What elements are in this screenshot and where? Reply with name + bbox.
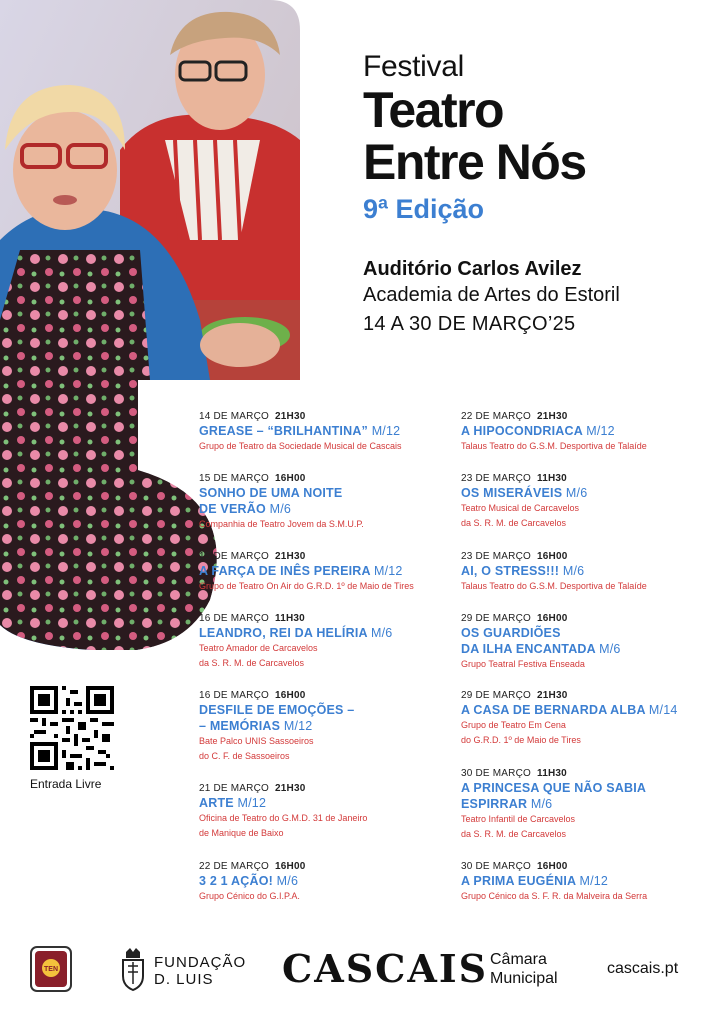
- event-title-cont: DE VERÃO: [199, 502, 266, 516]
- event-rating: M/6: [565, 486, 588, 500]
- event-group: Teatro Musical de Carcavelos: [461, 503, 580, 513]
- event-group-cont: do G.R.D. 1º de Maio de Tires: [461, 735, 581, 745]
- event-date: 30 DE MARÇO: [461, 861, 531, 872]
- event-item: [461, 767, 711, 842]
- event-title: SONHO DE UMA NOITE: [199, 486, 343, 500]
- event-group: Grupo Cénico do G.I.P.A.: [199, 891, 300, 901]
- event-rating: M/6: [269, 502, 292, 516]
- edition-label: 9ª Edição: [363, 194, 485, 224]
- event-group: Bate Palco UNIS Sassoeiros: [199, 736, 314, 746]
- event-time: 21H30: [275, 551, 306, 562]
- free-entry-label: Entrada Livre: [30, 777, 102, 791]
- fundacao-line-1: FUNDAÇÃO: [154, 954, 247, 971]
- event-date: 23 DE MARÇO: [461, 473, 531, 484]
- event-group: Companhia de Teatro Jovem da S.M.U.P.: [199, 519, 364, 529]
- event-rating: M/12: [586, 424, 615, 438]
- event-group-cont: da S. R. M. de Carcavelos: [461, 829, 567, 839]
- event-group: Grupo Cénico da S. F. R. da Malveira da Serra: [461, 891, 648, 901]
- event-rating: M/6: [370, 626, 393, 640]
- event-title: A FARÇA DE INÊS PEREIRA: [199, 564, 371, 578]
- camara-line-1: Câmara: [490, 951, 547, 968]
- event-item: [461, 550, 711, 594]
- event-time: 21H30: [537, 690, 568, 701]
- event-rating: M/12: [237, 796, 267, 810]
- event-group: Teatro Infantil de Carcavelos: [461, 814, 576, 824]
- event-rating: M/12: [283, 719, 313, 733]
- event-title-cont: ESPIRRAR: [461, 797, 528, 811]
- event-rating: M/12: [579, 874, 609, 888]
- event-rating: M/14: [648, 703, 678, 717]
- event-item: [461, 689, 711, 748]
- event-date: 16 DE MARÇO: [199, 690, 269, 701]
- event-date: 29 DE MARÇO: [461, 613, 531, 624]
- event-time: 11H30: [537, 473, 567, 484]
- event-item: [199, 860, 449, 904]
- header: [363, 50, 703, 339]
- venue-name: Auditório Carlos Avilez: [363, 258, 582, 280]
- event-group: Grupo Teatral Festiva Enseada: [461, 659, 585, 669]
- event-group: Oficina de Teatro do G.M.D. 31 de Janeiro: [199, 813, 368, 823]
- qr-code[interactable]: [30, 686, 114, 770]
- camara-municipal-label: [490, 950, 558, 988]
- event-group-cont: do C. F. de Sassoeiros: [199, 751, 290, 761]
- event-title-cont: – MEMÓRIAS: [199, 719, 281, 733]
- event-time: 16H00: [275, 861, 306, 872]
- cascais-logo: CASCAIS: [282, 946, 489, 991]
- event-date: 14 DE MARÇO: [199, 411, 269, 422]
- event-group: Grupo de Teatro Em Cena: [461, 720, 566, 730]
- event-time: 16H00: [275, 473, 306, 484]
- teatro-logo-text: TEN: [44, 966, 58, 973]
- event-group: Teatro Amador de Carcavelos: [199, 643, 318, 653]
- event-item: [461, 612, 711, 672]
- event-date: 21 DE MARÇO: [199, 783, 269, 794]
- event-item: [199, 612, 449, 671]
- event-group: Talaus Teatro do G.S.M. Desportiva de Talaíde: [461, 441, 647, 451]
- event-title: DESFILE DE EMOÇÕES –: [199, 703, 355, 717]
- event-rating: M/6: [562, 564, 585, 578]
- event-title: 3 2 1 AÇÃO!: [199, 874, 273, 888]
- event-title: AI, O STRESS!!!: [461, 564, 560, 578]
- title-line-1: Teatro: [363, 82, 504, 138]
- event-title: A CASA DE BERNARDA ALBA: [461, 703, 646, 717]
- event-date: 15 DE MARÇO: [199, 473, 269, 484]
- event-date: 22 DE MARÇO: [199, 861, 269, 872]
- event-date: 16 DE MARÇO: [199, 613, 269, 624]
- event-title: OS GUARDIÕES: [461, 626, 561, 640]
- event-group: Grupo de Teatro da Sociedade Musical de Cascais: [199, 441, 402, 451]
- event-item: [199, 782, 449, 841]
- event-title: GREASE – “BRILHANTINA”: [199, 424, 368, 438]
- event-rating: M/6: [530, 797, 553, 811]
- crest-icon: [118, 946, 148, 994]
- event-item: [199, 689, 449, 764]
- camara-line-2: Municipal: [490, 970, 558, 987]
- event-rating: M/12: [371, 424, 401, 438]
- event-title-cont: DA ILHA ENCANTADA: [461, 642, 596, 656]
- event-title: OS MISERÁVEIS: [461, 486, 563, 500]
- event-time: 21H30: [275, 411, 306, 422]
- event-time: 16H00: [537, 613, 568, 624]
- event-date: 15 DE MARÇO: [199, 551, 269, 562]
- event-item: [199, 410, 449, 454]
- academy-name: Academia de Artes do Estoril: [363, 284, 620, 306]
- event-item: [461, 410, 711, 454]
- title-line-2: Entre Nós: [363, 134, 586, 190]
- event-date: 30 DE MARÇO: [461, 768, 531, 779]
- event-group-cont: de Manique de Baixo: [199, 828, 284, 838]
- event-title: A PRINCESA QUE NÃO SABIA: [461, 781, 647, 795]
- event-date: 22 DE MARÇO: [461, 411, 531, 422]
- event-group-cont: da S. R. M. de Carcavelos: [461, 518, 567, 528]
- festival-label: Festival: [363, 50, 464, 83]
- event-time: 11H30: [537, 768, 567, 779]
- event-title: A HIPOCONDRIACA: [461, 424, 583, 438]
- event-date: 29 DE MARÇO: [461, 690, 531, 701]
- event-title: LEANDRO, REI DA HELÍRIA: [199, 626, 368, 640]
- event-time: 21H30: [537, 411, 568, 422]
- event-rating: M/6: [276, 874, 299, 888]
- event-title: A PRIMA EUGÉNIA: [461, 874, 576, 888]
- footer-logos: [0, 940, 724, 1000]
- event-item: [461, 472, 711, 531]
- website-link[interactable]: cascais.pt: [607, 960, 679, 977]
- event-item: [199, 550, 449, 594]
- event-group: Talaus Teatro do G.S.M. Desportiva de Talaíde: [461, 581, 647, 591]
- fundacao-line-2: D. LUIS: [154, 971, 214, 988]
- event-date: 23 DE MARÇO: [461, 551, 531, 562]
- festival-dates: 14 A 30 DE MARÇO’25: [363, 313, 576, 335]
- teatro-entre-nos-logo: [30, 946, 72, 992]
- event-group-cont: da S. R. M. de Carcavelos: [199, 658, 305, 668]
- event-time: 16H00: [537, 861, 568, 872]
- event-item: [461, 860, 711, 904]
- event-time: 16H00: [537, 551, 568, 562]
- event-item: [199, 472, 449, 532]
- event-time: 16H00: [275, 690, 306, 701]
- event-time: 11H30: [275, 613, 305, 624]
- fundacao-d-luis-logo: [154, 954, 246, 988]
- event-rating: M/6: [599, 642, 621, 656]
- event-group: Grupo de Teatro On Air do G.R.D. 1º de Maio de Tires: [199, 581, 414, 591]
- event-title: ARTE: [199, 796, 234, 810]
- event-rating: M/12: [373, 564, 403, 578]
- event-time: 21H30: [275, 783, 306, 794]
